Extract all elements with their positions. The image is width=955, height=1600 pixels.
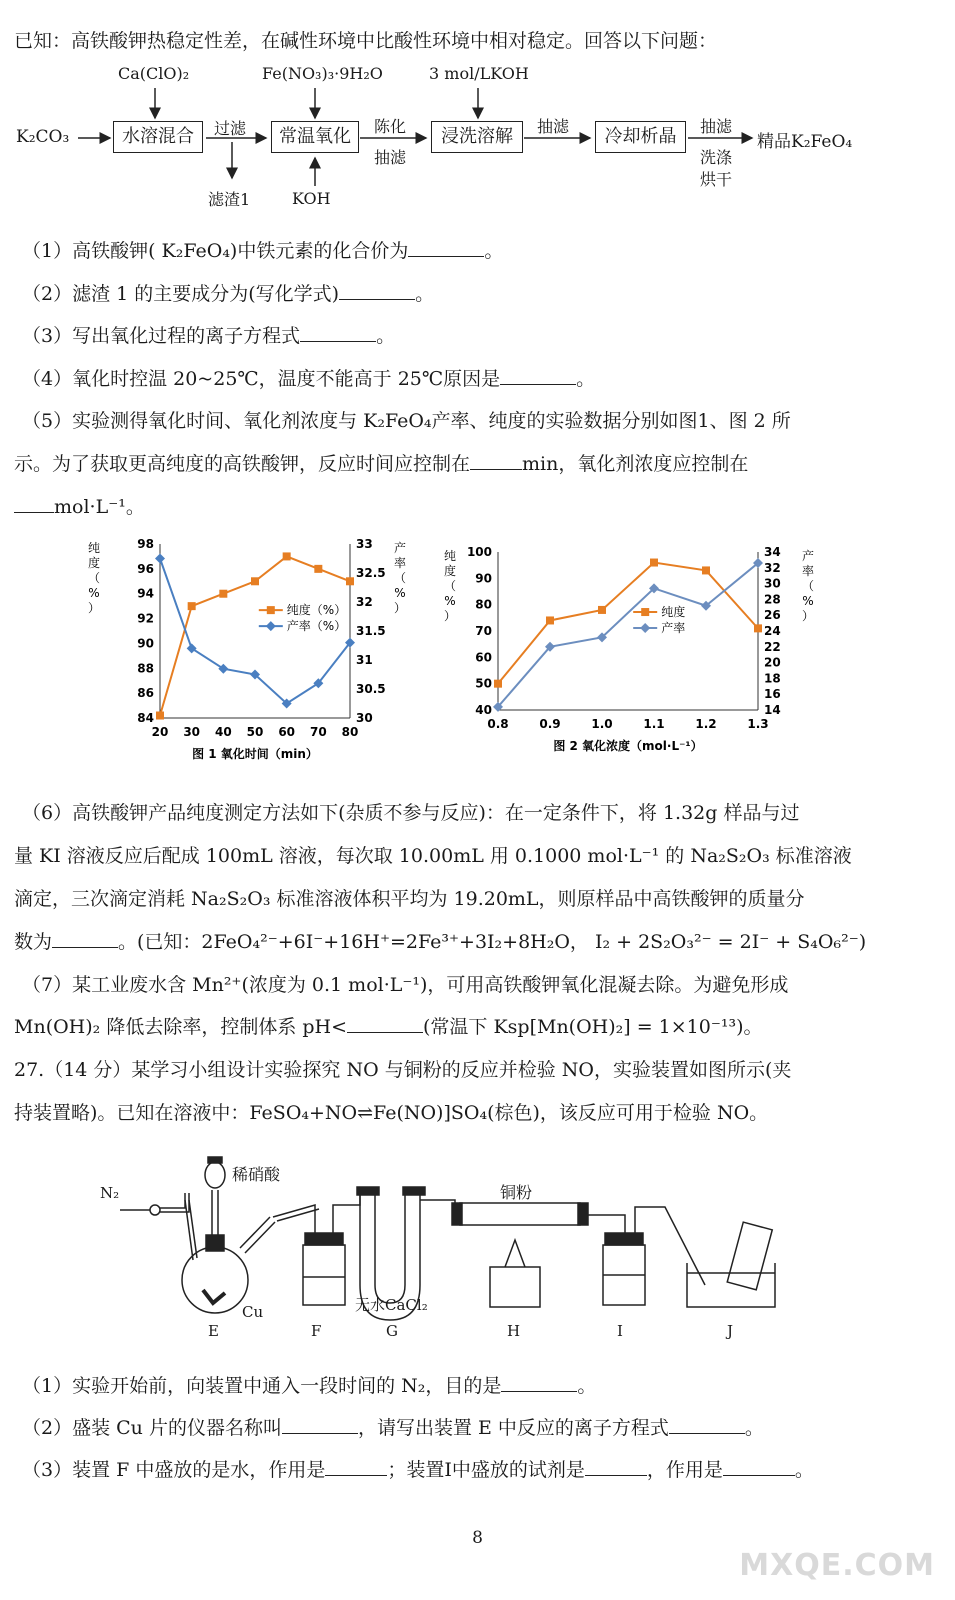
data-point-diamond (218, 664, 228, 674)
question-27-line2: 持装置略)。已知在溶液中：FeSO₄+NO⇌Fe(NO)]SO₄(棕色)，该反应可用于检验 NO。 (14, 1102, 769, 1124)
collection-tube (727, 1222, 772, 1290)
stopper (206, 1235, 224, 1251)
flow-label-filter: 过滤 (214, 119, 247, 138)
apparatus-diagram (95, 1145, 795, 1345)
question-6-line2: 量 KI 溶液反应后配成 100mL 溶液，每次取 10.00mL 用 0.1000 mol·L⁻¹ 的 Na₂S₂O₃ 标准溶液 (14, 845, 852, 867)
y-tick-label-left: 98 (137, 537, 154, 551)
question-5-line1: （5）实验测得氧化时间、氧化剂浓度与 K₂FeO₄产率、纯度的实验数据分别如图1、图 2 所 (22, 410, 791, 432)
y-tick-label-right: 22 (764, 639, 781, 654)
flow-residue: 滤渣1 (208, 190, 251, 209)
label-f: F (311, 1322, 322, 1340)
y-tick-label-left: 70 (475, 624, 492, 638)
question-7-line2 (14, 1014, 763, 1040)
bottle-f (303, 1245, 345, 1305)
question-2-text: （2）滤渣 1 的主要成分为(写化学式) (22, 283, 340, 305)
x-tick-label: 1.3 (747, 717, 769, 731)
combustion-tube-h (460, 1203, 580, 1225)
answer-blank[interactable] (408, 238, 484, 257)
x-tick-label: 20 (151, 725, 169, 739)
y-tick-label-left: 88 (137, 661, 154, 676)
data-point-square (283, 552, 291, 560)
answer-blank[interactable] (470, 451, 522, 470)
intro-text: 已知：高铁酸钾热稳定性差，在碱性环境中比酸性环境中相对稳定。回答以下问题： (14, 30, 718, 52)
legend-marker (640, 623, 650, 633)
y-tick-label-left: 50 (475, 676, 492, 691)
flow-label-suction2: 抽滤 (537, 117, 570, 136)
x-tick-label: 40 (214, 725, 232, 739)
question-27-1-text: （1）实验开始前，向装置中通入一段时间的 N₂，目的是 (22, 1375, 502, 1397)
y-axis-title-left: 纯度（%） (443, 549, 457, 623)
y-tick-label-right: 24 (764, 624, 781, 638)
y-tick-label-right: 16 (764, 687, 781, 702)
question-5-unit: min，氧化剂浓度应控制在 (522, 453, 749, 475)
label-i: I (617, 1322, 623, 1340)
question-27-1 (22, 1373, 596, 1399)
cu-pieces (203, 1290, 225, 1303)
y-tick-label-right: 18 (764, 671, 781, 686)
label-h: H (507, 1322, 521, 1340)
question-27-2-text-b: ，请写出装置 E 中反应的离子方程式 (357, 1417, 669, 1439)
data-point-square (346, 577, 354, 585)
x-tick-label: 1.1 (643, 717, 665, 731)
y-tick-label-right: 31 (356, 653, 373, 667)
data-point-square (546, 616, 554, 624)
period: 。 (744, 1417, 764, 1439)
y-tick-label-left: 80 (475, 597, 492, 612)
answer-blank[interactable] (325, 1457, 387, 1476)
question-4-text: （4）氧化时控温 20~25℃，温度不能高于 25℃原因是 (22, 368, 501, 390)
legend-label: 产率 (661, 621, 686, 636)
flow-label-suction1: 抽滤 (374, 148, 407, 167)
question-6-text: 数为 (14, 931, 53, 953)
legend-label: 纯度 (661, 605, 686, 620)
flow-reagent-fe-nitrate: Fe(NO₃)₃·9H₂O (262, 64, 383, 83)
data-point-square (251, 577, 259, 585)
data-point-square (494, 680, 502, 688)
flow-product: 精品K₂FeO₄ (757, 132, 853, 152)
question-7-line1: （7）某工业废水含 Mn²⁺(浓度为 0.1 mol·L⁻¹)，可用高铁酸钾氧化混凝去除。为避免形成 (22, 974, 789, 996)
x-tick-label: 50 (246, 725, 264, 739)
y-tick-label-right: 32.5 (356, 566, 386, 580)
question-6-equations: 。(已知：2FeO₄²⁻+6I⁻+16H⁺=2Fe³⁺+3I₂+8H₂O， I₂ + 2S₂O₃²⁻ = 2I⁻ + S₄O₆²⁻) (118, 931, 867, 953)
answer-blank[interactable] (723, 1457, 795, 1476)
question-4 (22, 366, 595, 392)
y-tick-label-left: 92 (137, 611, 154, 626)
answer-blank[interactable] (585, 1457, 647, 1476)
x-tick-label: 80 (341, 725, 359, 739)
x-tick-label: 70 (309, 725, 327, 739)
data-point-square (188, 602, 196, 610)
period: 。 (376, 325, 396, 347)
label-cacl2: 无水CaCl₂ (355, 1296, 428, 1314)
question-27-3-text-b: ；装置I中盛放的试剂是 (387, 1459, 585, 1481)
y-tick-label-right: 26 (764, 608, 781, 623)
y-tick-label-left: 96 (137, 561, 154, 576)
label-g: G (386, 1322, 398, 1340)
y-tick-label-left: 100 (466, 545, 492, 559)
label-j: J (727, 1322, 734, 1340)
watermark-logo: MXQE.COM (739, 1548, 935, 1583)
question-27-3 (22, 1457, 814, 1483)
y-tick-label-left: 90 (475, 571, 492, 586)
data-point-square (219, 590, 227, 598)
label-e: E (208, 1322, 219, 1340)
x-tick-label: 1.2 (695, 717, 717, 731)
question-6-line1: （6）高铁酸钾产品纯度测定方法如下(杂质不参与反应)：在一定条件下，将 1.32g 样品与过 (22, 802, 800, 824)
answer-blank[interactable] (282, 1415, 358, 1434)
flow-start: K₂CO₃ (16, 127, 70, 147)
data-point-square (156, 712, 164, 720)
flow-label-age: 陈化 (374, 117, 407, 136)
page-number: 8 (472, 1528, 483, 1548)
series-line-1 (498, 563, 758, 684)
flow-label-dry: 烘干 (700, 170, 733, 189)
question-27-2 (22, 1415, 764, 1441)
flow-box-wash: 浸洗溶解 (431, 121, 523, 153)
data-point-square (702, 566, 710, 574)
period: 。 (576, 368, 596, 390)
period: 。 (484, 240, 504, 262)
data-point-square (314, 565, 322, 573)
heater (490, 1267, 540, 1307)
answer-blank[interactable] (339, 281, 415, 300)
question-7-text: Mn(OH)₂ 降低去除率，控制体系 pH< (14, 1016, 348, 1038)
answer-blank[interactable] (300, 323, 376, 342)
question-6-line3: 滴定，三次滴定消耗 Na₂S₂O₃ 标准溶液体积平均为 19.20mL，则原样品中高铁酸钾的质量分 (14, 888, 805, 910)
y-axis-title-right: 产率（%） (393, 541, 407, 615)
label-dilute-nitric-acid: 稀硝酸 (232, 1165, 281, 1184)
data-point-diamond (187, 643, 197, 653)
y-tick-label-right: 14 (764, 703, 781, 717)
question-2 (22, 281, 434, 307)
answer-blank[interactable] (669, 1415, 745, 1434)
data-point-square (598, 606, 606, 614)
y-tick-label-left: 90 (137, 636, 154, 651)
period: 。 (577, 1375, 597, 1397)
x-tick-label: 0.9 (539, 717, 561, 731)
period: 。 (415, 283, 435, 305)
y-tick-label-right: 30 (356, 711, 373, 725)
question-5-text: 示。为了获取更高纯度的高铁酸钾，反应时间应控制在 (14, 453, 471, 475)
chart-caption: 图 1 氧化时间（min） (192, 747, 318, 761)
y-tick-label-left: 86 (137, 686, 154, 701)
question-5-unit-2: mol·L⁻¹。 (54, 496, 145, 518)
x-tick-label: 0.8 (487, 717, 509, 731)
y-axis-title-left: 纯度（%） (87, 541, 101, 615)
flow-box-oxidize: 常温氧化 (271, 121, 359, 153)
x-tick-label: 30 (183, 725, 201, 739)
y-tick-label-right: 32 (356, 595, 373, 609)
y-tick-label-right: 33 (356, 537, 373, 551)
question-6-line4 (14, 929, 866, 955)
question-3 (22, 323, 395, 349)
flow-label-suction3: 抽滤 (700, 117, 733, 136)
y-tick-label-right: 31.5 (356, 624, 386, 638)
legend-marker (266, 621, 276, 631)
chart-figure-1 (82, 532, 432, 778)
question-27-line1: 27.（14 分）某学习小组设计实验探究 NO 与铜粉的反应并检验 NO，实验装置如图所示(夹 (14, 1059, 792, 1081)
answer-blank[interactable] (52, 929, 118, 948)
question-5-line3 (14, 494, 145, 520)
chart-caption: 图 2 氧化浓度（mol·L⁻¹） (553, 739, 703, 753)
data-point-square (754, 624, 762, 632)
question-3-text: （3）写出氧化过程的离子方程式 (22, 325, 301, 347)
label-cu: Cu (242, 1303, 264, 1321)
y-tick-label-left: 94 (137, 586, 154, 601)
flow-reagent-caclo2: Ca(ClO)₂ (118, 64, 190, 83)
x-tick-label: 1.0 (591, 717, 613, 731)
y-axis-title-right: 产率（%） (801, 549, 815, 623)
y-tick-label-right: 30 (764, 576, 781, 591)
flowchart-arrows (0, 0, 955, 220)
valve-icon (150, 1205, 160, 1215)
label-n2: N₂ (100, 1184, 120, 1202)
answer-blank[interactable] (347, 1014, 423, 1033)
answer-blank[interactable] (14, 494, 54, 513)
y-tick-label-left: 84 (137, 711, 154, 725)
label-copper-powder: 铜粉 (500, 1183, 533, 1202)
question-7-ksp: (常温下 Ksp[Mn(OH)₂] = 1×10⁻¹³)。 (423, 1016, 763, 1038)
answer-blank[interactable] (500, 366, 576, 385)
data-point-square (650, 559, 658, 567)
legend-label: 纯度（%） (286, 603, 347, 618)
question-27-3-text-c: ，作用是 (646, 1459, 723, 1481)
y-tick-label-right: 20 (764, 655, 781, 670)
y-tick-label-left: 60 (475, 650, 492, 665)
legend-marker (267, 606, 275, 614)
y-tick-label-right: 30.5 (356, 682, 386, 696)
period: 。 (794, 1459, 814, 1481)
flow-reagent-3m-koh: 3 mol/LKOH (429, 64, 529, 83)
question-1-text: （1）高铁酸钾( K₂FeO₄)中铁元素的化合价为 (22, 240, 409, 262)
question-1 (22, 238, 503, 264)
dropping-funnel (205, 1162, 225, 1188)
x-tick-label: 60 (278, 725, 296, 739)
chart-figure-2 (438, 532, 820, 778)
legend-label: 产率（%） (286, 619, 347, 634)
flow-box-mix: 水溶混合 (113, 121, 203, 153)
legend-marker (641, 608, 649, 616)
flow-reagent-koh: KOH (292, 189, 331, 208)
flow-label-wash: 洗涤 (700, 148, 733, 167)
flow-box-crystallize: 冷却析晶 (595, 121, 686, 153)
y-tick-label-right: 28 (764, 592, 781, 607)
question-27-2-text: （2）盛装 Cu 片的仪器名称叫 (22, 1417, 282, 1439)
y-tick-label-right: 34 (764, 545, 781, 559)
y-tick-label-right: 32 (764, 560, 781, 575)
data-point-diamond (155, 554, 165, 564)
y-tick-label-left: 40 (475, 703, 492, 717)
question-27-3-text: （3）装置 F 中盛放的是水，作用是 (22, 1459, 326, 1481)
answer-blank[interactable] (501, 1373, 577, 1392)
question-5-line2 (14, 451, 748, 477)
